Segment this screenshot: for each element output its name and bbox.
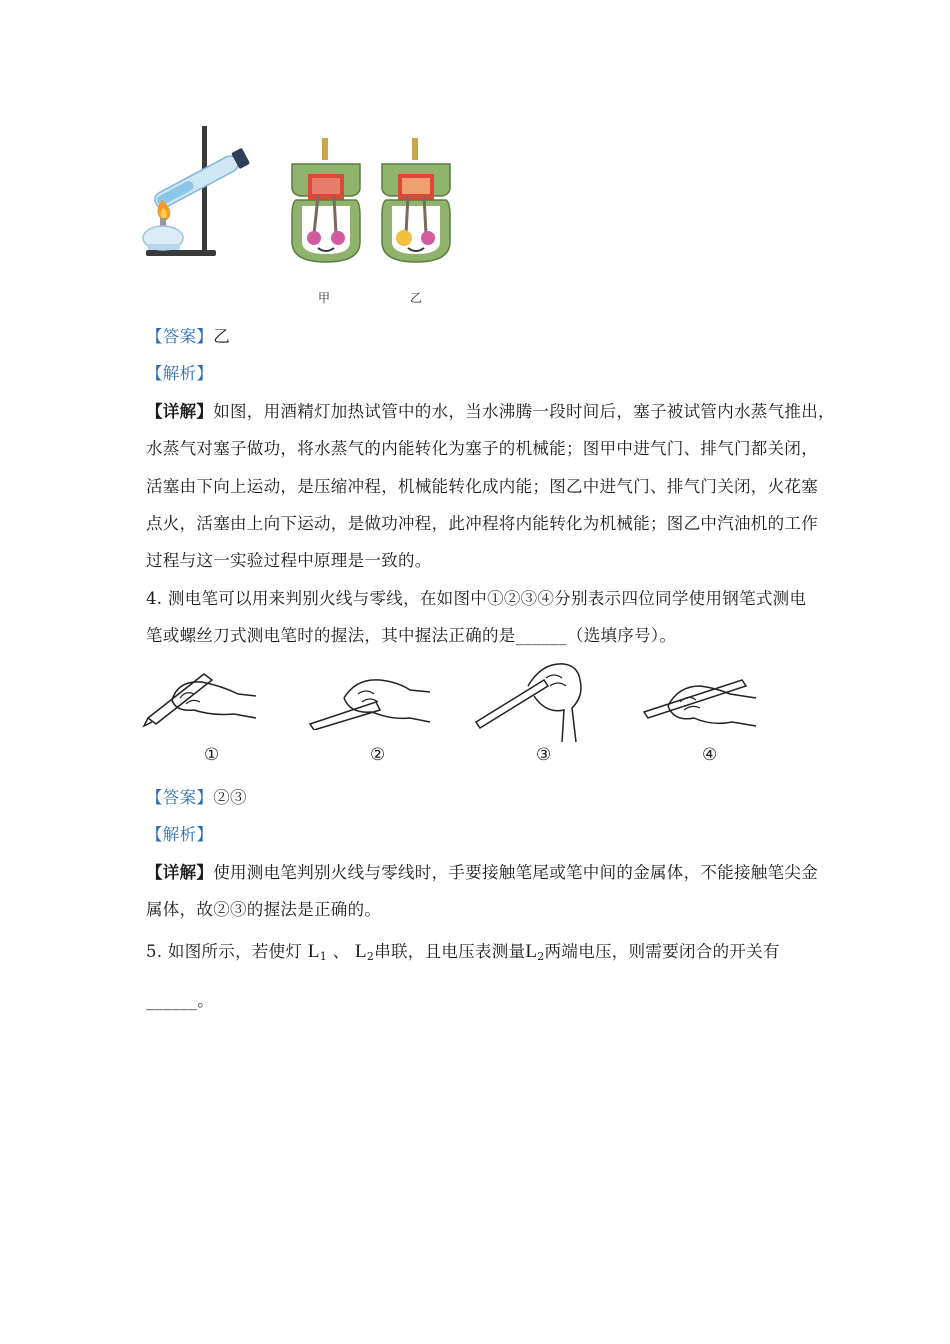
figure-label-2: ② — [370, 745, 386, 765]
figure-label-1: ① — [204, 745, 220, 765]
detail-tag: 【详解】 — [146, 863, 214, 882]
engine-jia-figure — [288, 138, 364, 264]
q3-detail-line-2: 水蒸气对塞子做功，将水蒸气的内能转化为塞子的机械能；图甲中进气门、排气门都关闭， — [146, 439, 818, 458]
figure-label-3: ③ — [536, 745, 552, 765]
detail-text: 使用测电笔判别火线与零线时，手要接触笔尾或笔中间的金属体，不能接触笔尖金 — [213, 863, 819, 882]
answer-text: 乙 — [213, 327, 231, 346]
q4-question-line-2: 笔或螺丝刀式测电笔时的握法，其中握法正确的是______（选填序号）。 — [146, 626, 677, 645]
q3-detail-line-5: 过程与这一实验过程中原理是一致的。 — [146, 551, 432, 570]
engine-yi-figure — [378, 138, 454, 264]
pen-grip-figure-4 — [638, 672, 762, 732]
q3-analysis-tag — [146, 360, 213, 384]
q5-question-line-1: 5. 如图所示，若使灯 $L_1$ 、 $L_2$串联，且电压表测量$L_2$两端电压，则需要闭合的开关有 — [146, 941, 780, 963]
lamp-l2-symbol-2: L — [525, 941, 538, 962]
figure-label-yi: 乙 — [410, 291, 423, 305]
answer-tag: 【答案】 — [146, 327, 214, 346]
detail-text: 如图，用酒精灯加热试管中的水，当水沸腾一段时间后，塞子被试管内水蒸气推出， — [213, 402, 835, 421]
q3-detail-line-1 — [146, 398, 835, 422]
answer-text: ②③ — [213, 788, 247, 807]
q4-question-line-1: 4. 测电笔可以用来判别火线与零线，在如图中①②③④分别表示四位同学使用钢笔式测电 — [146, 589, 807, 608]
q3-detail-line-4: 点火，活塞由上向下运动，是做功冲程，此冲程将内能转化为机械能；图乙中汽油机的工作 — [146, 514, 818, 533]
figure-label-4: ④ — [702, 745, 718, 765]
lamp-l1-symbol: L — [307, 941, 320, 962]
figure-label-jia: 甲 — [318, 291, 331, 305]
lamp-l2-symbol: L — [354, 941, 367, 962]
analysis-tag: 【解析】 — [146, 825, 214, 844]
q4-answer — [146, 784, 247, 808]
q5-question-line-2: ______。 — [146, 991, 215, 1010]
pen-grip-figure-3 — [472, 656, 592, 744]
pen-grip-figure-2 — [306, 668, 434, 730]
answer-tag: 【答案】 — [146, 788, 214, 807]
q3-detail-line-3: 活塞由下向上运动，是压缩冲程，机械能转化成内能；图乙中进气门、排气门关闭，火花塞 — [146, 477, 818, 496]
pen-grip-figure-1 — [142, 660, 262, 728]
q3-answer — [146, 323, 230, 347]
test-tube-experiment-figure — [140, 122, 260, 262]
analysis-tag: 【解析】 — [146, 364, 214, 383]
q4-detail-line-1 — [146, 859, 818, 883]
detail-tag: 【详解】 — [146, 402, 214, 421]
q4-analysis-tag — [146, 821, 213, 845]
q4-detail-line-2: 属体，故②③的握法是正确的。 — [146, 900, 382, 919]
